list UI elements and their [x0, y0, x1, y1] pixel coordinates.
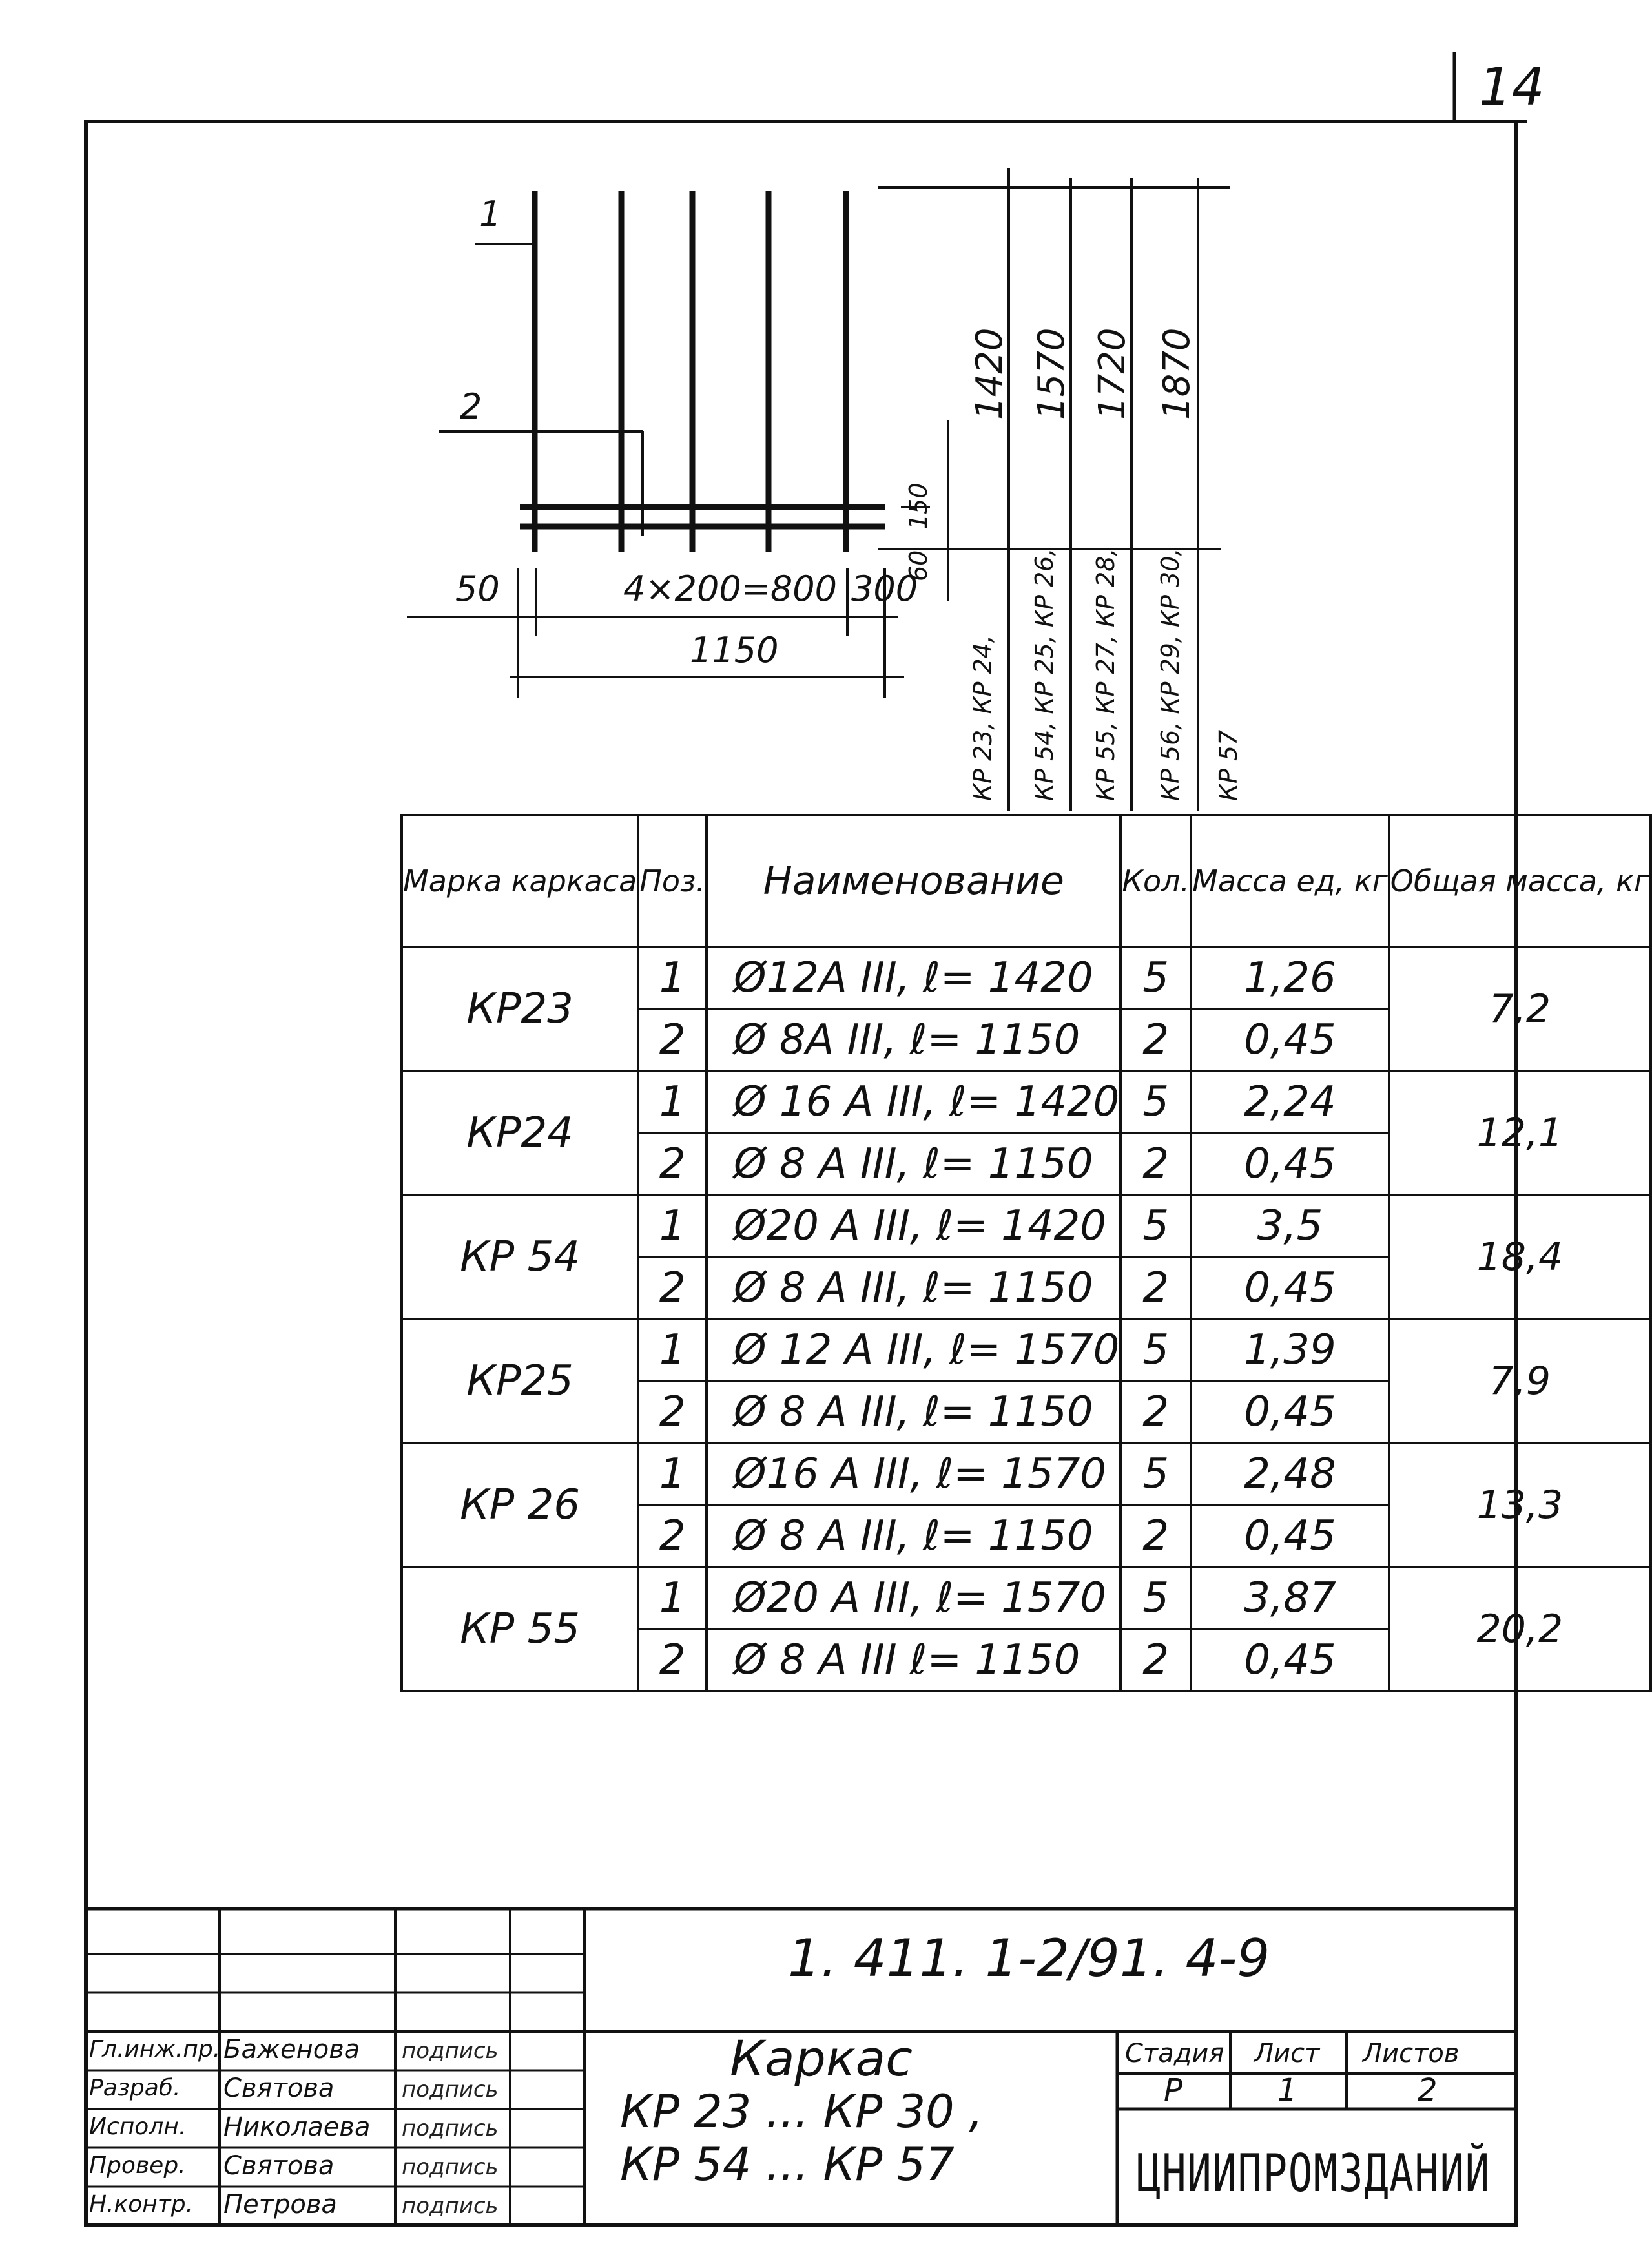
unit-mass-cell: 0,45: [1191, 1009, 1389, 1071]
position-cell: 2: [638, 1381, 707, 1443]
table-row: [402, 1319, 1651, 1381]
position-cell: 1: [638, 1071, 707, 1133]
position-cell: 2: [638, 1133, 707, 1195]
document-code: 1. 411. 1-2/91. 4-9: [788, 1928, 1270, 1988]
staff-signature: подпись: [402, 2038, 499, 2064]
item-name: Ø 12 А III, ℓ= 1570: [707, 1319, 1120, 1381]
frame-mark: КР 26: [402, 1443, 638, 1567]
frame-group-label: КР 23, КР 24,: [969, 635, 997, 801]
dim-total-width: 1150: [690, 630, 779, 670]
staff-name: Николаева: [223, 2112, 371, 2142]
dim-length-1720: 1720: [1091, 327, 1133, 420]
quantity-cell: 2: [1120, 1505, 1191, 1567]
staff-name: Святова: [223, 2151, 335, 2181]
quantity-cell: 5: [1120, 1567, 1191, 1629]
unit-mass-cell: 0,45: [1191, 1133, 1389, 1195]
sheet-value: 1: [1277, 2072, 1297, 2108]
position-2-label: 2: [460, 386, 482, 427]
stage-value: Р: [1164, 2072, 1182, 2108]
position-1-label: 1: [479, 194, 502, 234]
unit-mass-cell: 0,45: [1191, 1505, 1389, 1567]
unit-mass-cell: 1,26: [1191, 947, 1389, 1009]
unit-mass-cell: 2,48: [1191, 1443, 1389, 1505]
sheets-value: 2: [1418, 2072, 1438, 2108]
specification-table: [400, 814, 1652, 1692]
total-mass-cell: 20,2: [1389, 1567, 1651, 1691]
quantity-cell: 5: [1120, 1195, 1191, 1257]
dim-bottom-offset: 60: [904, 550, 933, 581]
dim-length-1420: 1420: [969, 327, 1011, 420]
frame-group-label: КР 54, КР 25, КР 26,: [1030, 548, 1058, 801]
position-cell: 1: [638, 947, 707, 1009]
frame-group-label: КР 57: [1214, 729, 1243, 801]
staff-role: Провер.: [89, 2152, 186, 2179]
table-row: [402, 1443, 1651, 1505]
total-mass-cell: 13,3: [1389, 1443, 1651, 1567]
header-pos: Поз.: [638, 815, 707, 947]
staff-name: Петрова: [223, 2190, 337, 2219]
staff-name: Святова: [223, 2074, 335, 2103]
staff-role: Исполн.: [89, 2114, 187, 2140]
item-name: Ø 8 А III, ℓ= 1150: [707, 1133, 1120, 1195]
quantity-cell: 2: [1120, 1009, 1191, 1071]
position-cell: 1: [638, 1195, 707, 1257]
item-name: Ø20 А III, ℓ= 1420: [707, 1195, 1120, 1257]
item-name: Ø 16 А III, ℓ= 1420: [707, 1071, 1120, 1133]
position-cell: 1: [638, 1319, 707, 1381]
unit-mass-cell: 3,5: [1191, 1195, 1389, 1257]
staff-signature: подпись: [402, 2077, 499, 2103]
header-unit-mass: Масса ед, кг: [1191, 815, 1389, 947]
table-header-row: [402, 815, 1651, 947]
total-mass-cell: 18,4: [1389, 1195, 1651, 1319]
header-name: Наименование: [707, 815, 1120, 947]
table-row: [402, 1071, 1651, 1133]
header-qty: Кол.: [1120, 815, 1191, 947]
total-mass-cell: 12,1: [1389, 1071, 1651, 1195]
quantity-cell: 5: [1120, 947, 1191, 1009]
page-number: 14: [1479, 57, 1545, 117]
total-mass-cell: 7,9: [1389, 1319, 1651, 1443]
frame-mark: КР23: [402, 947, 638, 1071]
position-cell: 2: [638, 1257, 707, 1319]
table-row: [402, 947, 1651, 1009]
unit-mass-cell: 0,45: [1191, 1257, 1389, 1319]
quantity-cell: 5: [1120, 1071, 1191, 1133]
position-cell: 1: [638, 1443, 707, 1505]
frame-mark: КР24: [402, 1071, 638, 1195]
product-range-2: КР 54 ... КР 57: [620, 2138, 955, 2191]
staff-signature: подпись: [402, 2154, 499, 2180]
dim-bar-offset: 150: [904, 483, 933, 530]
unit-mass-cell: 0,45: [1191, 1381, 1389, 1443]
staff-role: Гл.инж.пр.: [89, 2036, 221, 2063]
dim-bar-spacing: 4×200=800: [623, 568, 837, 609]
frame-group-label: КР 55, КР 27, КР 28,: [1091, 548, 1120, 801]
dim-length-1570: 1570: [1031, 327, 1073, 420]
frame-mark: КР25: [402, 1319, 638, 1443]
frame-mark: КР 55: [402, 1567, 638, 1691]
header-total-mass: Общая масса, кг: [1389, 815, 1651, 947]
product-range-1: КР 23 ... КР 30 ,: [620, 2085, 984, 2138]
quantity-cell: 5: [1120, 1443, 1191, 1505]
quantity-cell: 2: [1120, 1133, 1191, 1195]
item-name: Ø 8А III, ℓ= 1150: [707, 1009, 1120, 1071]
table-row: [402, 1195, 1651, 1257]
dim-right-margin: 300: [851, 568, 918, 609]
staff-signature: подпись: [402, 2193, 499, 2219]
quantity-cell: 2: [1120, 1381, 1191, 1443]
stage-header: Стадия: [1125, 2039, 1224, 2068]
longitudinal-bars: [535, 191, 846, 552]
item-name: Ø 8 А III ℓ= 1150: [707, 1629, 1120, 1691]
quantity-cell: 2: [1120, 1257, 1191, 1319]
table-row: [402, 1567, 1651, 1629]
item-name: Ø 8 А III, ℓ= 1150: [707, 1505, 1120, 1567]
staff-signature: подпись: [402, 2115, 499, 2141]
frame-mark: КР 54: [402, 1195, 638, 1319]
item-name: Ø16 А III, ℓ= 1570: [707, 1443, 1120, 1505]
organization-name: ЦНИИПРОМЗДАНИЙ: [1137, 2143, 1491, 2203]
unit-mass-cell: 2,24: [1191, 1071, 1389, 1133]
staff-name: Баженова: [223, 2035, 360, 2064]
item-name: Ø 8 А III, ℓ= 1150: [707, 1381, 1120, 1443]
staff-role: Разраб.: [89, 2075, 181, 2101]
frame-group-label: КР 56, КР 29, КР 30,: [1156, 548, 1184, 801]
position-cell: 2: [638, 1629, 707, 1691]
position-cell: 2: [638, 1505, 707, 1567]
dim-left-margin: 50: [455, 568, 500, 609]
unit-mass-cell: 0,45: [1191, 1629, 1389, 1691]
total-mass-cell: 7,2: [1389, 947, 1651, 1071]
quantity-cell: 5: [1120, 1319, 1191, 1381]
item-name: Ø20 А III, ℓ= 1570: [707, 1567, 1120, 1629]
header-mark: Марка каркаса: [402, 815, 638, 947]
unit-mass-cell: 3,87: [1191, 1567, 1389, 1629]
position-cell: 2: [638, 1009, 707, 1071]
staff-role: Н.контр.: [89, 2191, 194, 2218]
quantity-cell: 2: [1120, 1629, 1191, 1691]
item-name: Ø 8 А III, ℓ= 1150: [707, 1257, 1120, 1319]
dim-length-1870: 1870: [1156, 327, 1198, 420]
cross-bars: [520, 507, 885, 526]
sheets-header: Листов: [1363, 2039, 1460, 2068]
product-title: Каркас: [730, 2030, 913, 2087]
item-name: Ø12А III, ℓ= 1420: [707, 947, 1120, 1009]
unit-mass-cell: 1,39: [1191, 1319, 1389, 1381]
sheet-header: Лист: [1254, 2039, 1320, 2068]
position-cell: 1: [638, 1567, 707, 1629]
